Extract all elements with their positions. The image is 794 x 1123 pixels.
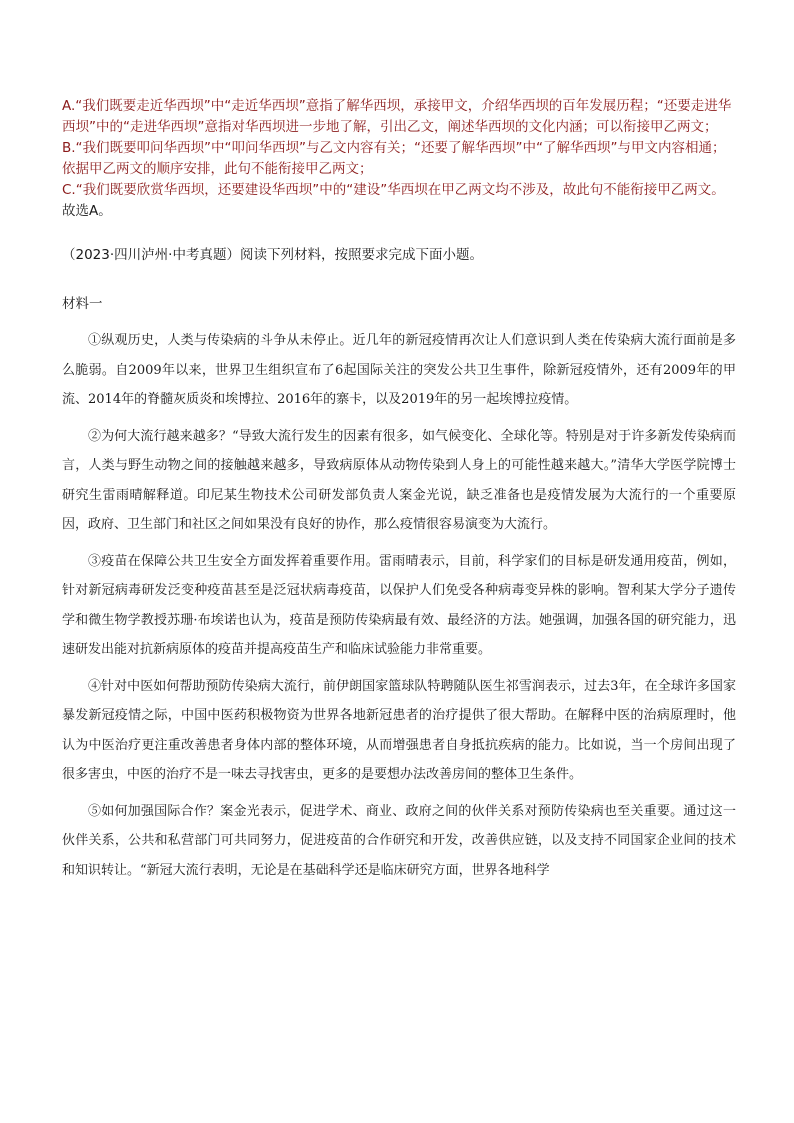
answer-conclusion: 故选A。	[62, 203, 112, 219]
option-a-explanation: A.“我们既要走近华西坝”中“走近华西坝”意指了解华西坝，承接甲文，介绍华西坝的百年发展历程；“还要走进华西坝”中的“走进华西坝”意指对华西坝进一步地了解，引出乙文，阐述华西坝的文化内涵；可以衔接甲乙两文；	[62, 98, 732, 135]
passage-paragraph-5: ⑤如何加强国际合作？案金光表示，促进学术、商业、政府之间的伙伴关系对预防传染病也至关重要。通过这一伙伴关系，公共和私营部门可共同努力，促进疫苗的合作研究和开发，改善供应链，以及支持不同国家企业间的技术和知识转让。“新冠大流行表明，无论是在基础科学还是临床研究方面，世界各地科学	[62, 803, 736, 878]
option-b-explanation: B.“我们既要叩问华西坝”中“叩问华西坝”与乙文内容有关；“还要了解华西坝”中“了解华西坝”与甲文内容相通；依据甲乙两文的顺序安排，此句不能衔接甲乙两文；	[62, 140, 726, 177]
passage-paragraph-3: ③疫苗在保障公共卫生安全方面发挥着重要作用。雷雨晴表示，目前，科学家们的目标是研发通用疫苗，例如，针对新冠病毒研发泛变种疫苗甚至是泛冠状病毒疫苗，以保护人们免受各种病毒变异株的影响。智利某大学分子遗传学和微生物学教授苏珊·布埃诺也认为，疫苗是预防传染病最有效、最经济的方法。她强调，加强各国的研究能力，迅速研发出能对抗新病原体的疫苗并提高疫苗生产和临床试验能力非常重要。	[62, 553, 736, 657]
passage-paragraph-1: ①纵观历史，人类与传染病的斗争从未停止。近几年的新冠疫情再次让人们意识到人类在传染病大流行面前是多么脆弱。自2009年以来，世界卫生组织宣布了6起国际关注的突发公共卫生事件，除新冠疫情外，还有2009年的甲流、2014年的脊髓灰质炎和埃博拉、2016年的寨卡，以及2019年的另一起埃博拉疫情。	[62, 333, 736, 407]
question-intro: （2023·四川泸州·中考真题）阅读下列材料，按照要求完成下面小题。	[62, 247, 483, 263]
answer-explanation	[62, 96, 734, 222]
option-c-explanation: C.“我们既要欣赏华西坝，还要建设华西坝”中的“建设”华西坝在甲乙两文均不涉及，故此句不能衔接甲乙两文。	[62, 182, 725, 198]
material-passage	[62, 326, 736, 892]
material-label: 材料一	[62, 296, 103, 312]
passage-paragraph-4: ④针对中医如何帮助预防传染病大流行，前伊朗国家篮球队特聘随队医生祁雪润表示，过去3年，在全球许多国家暴发新冠疫情之际，中国中医药积极物资为世界各地新冠患者的治疗提供了很大帮助。在解释中医的治病原理时，他认为中医治疗更注重改善患者身体内部的整体环境，从而增强患者自身抵抗疾病的能力。比如说，当一个房间出现了很多害虫，中医的治疗不是一味去寻找害虫，更多的是要想办法改善房间的整体卫生条件。	[62, 678, 736, 782]
passage-paragraph-2: ②为何大流行越来越多？“导致大流行发生的因素有很多，如气候变化、全球化等。特别是对于许多新发传染病而言，人类与野生动物之间的接触越来越多，导致病原体从动物传染到人身上的可能性越来越大。”清华大学医学院博士研究生雷雨晴解释道。印尼某生物技术公司研发部负责人案金光说，缺乏准备也是疫情发展为大流行的一个重要原因，政府、卫生部门和社区之间如果没有良好的协作，那么疫情很容易演变为大流行。	[62, 428, 736, 532]
